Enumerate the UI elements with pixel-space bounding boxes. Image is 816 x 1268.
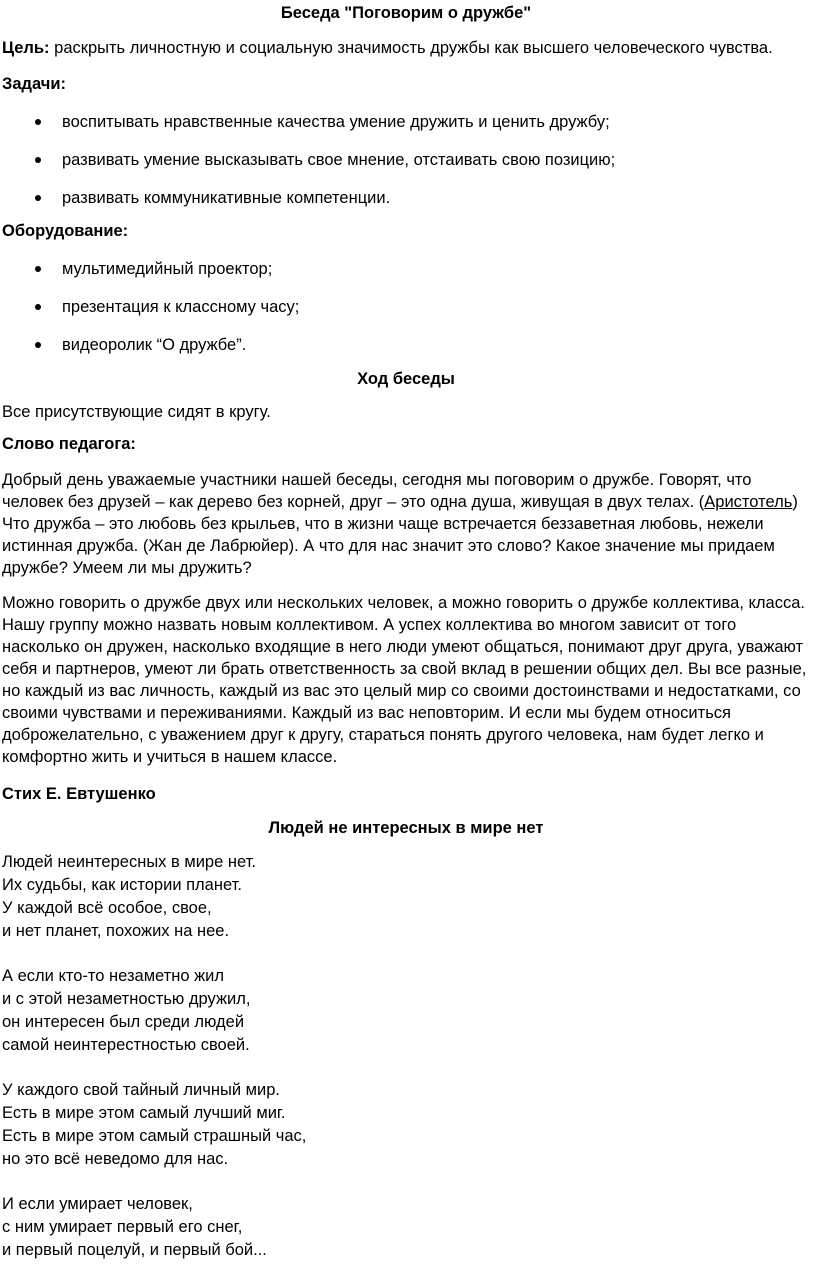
poem-line: И если умирает человек, (2, 1195, 193, 1213)
tasks-list (2, 111, 810, 209)
poem-line: У каждого свой тайный личный мир. (2, 1081, 280, 1099)
poem-line: Людей неинтересных в мире нет. (2, 853, 256, 871)
poem-line: и с этой незаметностью дружил, (2, 990, 251, 1008)
poem-line: и нет планет, похожих на нее. (2, 922, 230, 940)
poem-title: Людей не интересных в мире нет (268, 819, 544, 837)
aristotle-link[interactable]: Аристотель (704, 493, 793, 511)
poem-line: с ним умирает первый его снег, (2, 1218, 243, 1236)
intro-text: Все присутствующие сидят в кругу. (2, 403, 271, 421)
course-heading: Ход беседы (357, 370, 455, 388)
poem-line: он интересен был среди людей (2, 1013, 245, 1031)
list-item: мультимедийный проектор; (2, 258, 810, 280)
list-item: воспитывать нравственные качества умение дружить и ценить дружбу; (2, 111, 810, 133)
list-item: видеоролик “О дружбе”. (2, 334, 810, 356)
poem-line: Их судьбы, как истории планет. (2, 876, 242, 894)
poem-line: но это всё неведомо для нас. (2, 1150, 229, 1168)
paragraph-2: Можно говорить о дружбе двух или нескольких человек, а можно говорить о дружбе коллектива, класса. Нашу группу можно назвать новым коллективом. А успех коллектива во многом зависит от того насколько он дружен, насколько входящие в него люди умеют общаться, понимают друг друга, уважают себя и партнеров, умеют ли брать ответственность за свой вклад в решении общих дел. Вы все разные, но каждый из вас личность, каждый из вас это целый мир со своими достоинствами и недостатками, со своими чувствами и переживаниями. Каждый из вас неповторим. И если мы будем относиться доброжелательно, с уважением друг к другу, стараться понять другого человека, нам будет легко и комфортно жить и учиться в нашем классе. (2, 594, 807, 766)
goal-label: Цель: (2, 39, 50, 57)
equipment-list (2, 258, 810, 356)
paragraph-1 (2, 469, 810, 579)
list-item: презентация к классному часу; (2, 296, 810, 318)
poem-author-heading: Стих Е. Евтушенко (2, 785, 156, 803)
poem-stanza (2, 965, 810, 1057)
tasks-heading: Задачи: (2, 75, 66, 93)
list-item: развивать умение высказывать свое мнение, отстаивать свою позицию; (2, 149, 810, 171)
poem-line: Есть в мире этом самый страшный час, (2, 1127, 307, 1145)
goal-text: раскрыть личностную и социальную значимость дружбы как высшего человеческого чувства. (49, 39, 773, 57)
poem-line: и первый поцелуй, и первый бой... (2, 1241, 267, 1259)
poem-stanza (2, 1193, 810, 1262)
document-title: Беседа "Поговорим о дружбе" (280, 4, 532, 22)
poem-line: А если кто-то незаметно жил (2, 967, 224, 985)
poem-stanza (2, 851, 810, 943)
paragraph-1-end: ) Что дружба – это любовь без крыльев, что в жизни чаще встречается беззаветная любовь, нежели истинная дружба. (Жан де Лабрюйер). А что для нас значит это слово? Какое значение мы придаем дружбе? Умеем ли мы дружить? (2, 493, 798, 577)
poem-line: Есть в мире этом самый лучший миг. (2, 1104, 286, 1122)
poem-line: самой неинтерестностью своей. (2, 1036, 250, 1054)
paragraph-1-start: Добрый день уважаемые участники нашей беседы, сегодня мы поговорим о дружбе. Говорят, что человек без друзей – как дерево без корней, друг – это одна душа, живущая в двух телах. ( (2, 471, 752, 511)
teacher-heading: Слово педагога: (2, 435, 136, 453)
equipment-heading: Оборудование: (2, 222, 129, 240)
list-item: развивать коммуникативные компетенции. (2, 187, 810, 209)
poem-stanza (2, 1079, 810, 1171)
goal-paragraph (2, 37, 810, 59)
poem-line: У каждой всё особое, свое, (2, 899, 212, 917)
